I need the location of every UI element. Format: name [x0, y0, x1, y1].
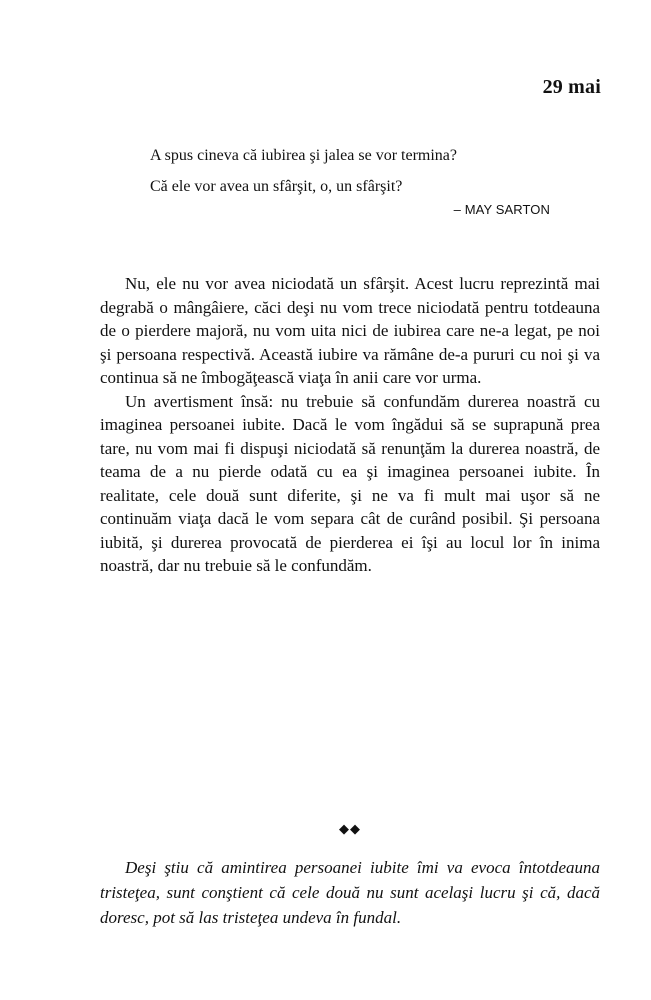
epigraph-line-1: A spus cineva că iubirea şi jalea se vor termina?: [150, 147, 457, 164]
reflection: [100, 855, 600, 930]
epigraph-attribution: – MAY SARTON: [453, 202, 550, 217]
epigraph-line-2: Că ele vor avea un sfârşit, o, un sfârşit?: [150, 178, 403, 195]
diamond-divider-icon: ◆◆: [339, 822, 361, 837]
reflection-text: Deşi ştiu că amintirea persoanei iubite îmi va evoca întotdeauna tristeţea, sunt conştient că cele două nu sunt acelaşi lucru şi că, dacă doresc, pot să las tristeţea undeva în fundal.: [100, 858, 600, 927]
page-date: 29 mai: [542, 76, 601, 98]
epigraph: [150, 140, 550, 202]
body-text: [100, 272, 600, 578]
body-paragraph-2: Un avertisment însă: nu trebuie să confundăm durerea noastră cu imaginea persoanei iubite. Dacă le vom îngădui să se suprapună prea tare, nu vom mai fi dispuşi niciodată să renunţăm la durerea noastră, de teama de a nu pierde odată cu ea şi imaginea persoanei iubite. În realitate, cele două sunt diferite, şi ne va fi mult mai uşor să ne continuăm viaţa dacă le vom separa cât de curând posibil. Şi persoana iubită, şi durerea provocată de pierderea ei îşi au locul lor în inima noastră, dar nu trebuie să le confundăm.: [100, 391, 600, 575]
body-paragraph-1: Nu, ele nu vor avea niciodată un sfârşit. Acest lucru reprezintă mai degrabă o mângâiere, căci deşi nu vom trece niciodată pentru totdeauna de o pierdere majoră, nu vom uita nici de iubirea care ne-a legat, pe noi şi persoana respectivă. Această iubire va rămâne de-a pururi cu noi şi va continua să ne îmbogăţească viaţa în anii care vor urma.: [100, 274, 600, 387]
